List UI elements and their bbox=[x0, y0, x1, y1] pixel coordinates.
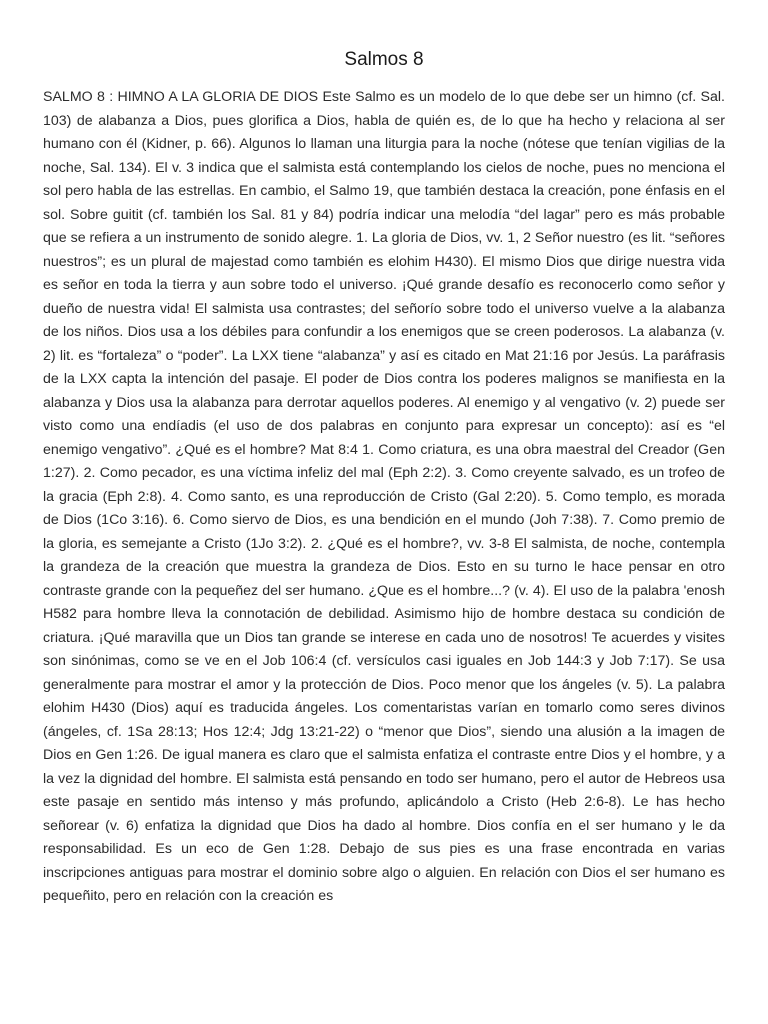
page-title: Salmos 8 bbox=[344, 49, 424, 70]
body-paragraph: SALMO 8 : HIMNO A LA GLORIA DE DIOS Este Salmo es un modelo de lo que debe ser un himno (cf. Sal. 103) de alabanza a Dios, pues glorifica a Dios, habla de quién es, de lo que ha hecho y relaciona al ser humano con él (Kidner, p. 66). Algunos lo llaman una liturgia para la noche (nótese que tenían vigilias de la noche, Sal. 134). El v. 3 indica que el salmista está contemplando los cielos de noche, pues no menciona el sol pero habla de las estrellas. En cambio, el Salmo 19, que también destaca la creación, pone énfasis en el sol. Sobre guitit (cf. también los Sal. 81 y 84) podría indicar una melodía “del lagar” pero es más probable que se refiera a un instrumento de sonido alegre. 1. La gloria de Dios, vv. 1, 2 Señor nuestro (es lit. “señores nuestros”; es un plural de majestad como también es elohim H430). El mismo Dios que dirige nuestra vida es señor en toda la tierra y aun sobre todo el universo. ¡Qué grande desafío es reconocerlo como señor y dueño de nuestra vida! El salmista usa contrastes; del señorío sobre todo el universo vuelve a la alabanza de los niños. Dios usa a los débiles para confundir a los enemigos que se creen poderosos. La alabanza (v. 2) lit. es “fortaleza” o “poder”. La LXX tiene “alabanza” y así es citado en Mat 21:16 por Jesús. La paráfrasis de la LXX capta la intención del pasaje. El poder de Dios contra los poderes malignos se manifiesta en la alabanza y Dios usa la alabanza para derrotar aquellos poderes. Al enemigo y al vengativo (v. 2) puede ser visto como una endíadis (el uso de dos palabras en conjunto para expresar un concepto): así es “el enemigo vengativo”. ¿Qué es el hombre? Mat 8:4 1. Como criatura, es una obra maestral del Creador (Gen 1:27). 2. Como pecador, es una víctima infeliz del mal (Eph 2:2). 3. Como creyente salvado, es un trofeo de la gracia (Eph 2:8). 4. Como santo, es una reproducción de Cristo (Gal 2:20). 5. Como templo, es morada de Dios (1Co 3:16). 6. Como siervo de Dios, es una bendición en el mundo (Joh 7:38). 7. Como premio de la gloria, es semejante a Cristo (1Jo 3:2). 2. ¿Qué es el hombre?, vv. 3-8 El salmista, de noche, contempla la grandeza de la creación que muestra la grandeza de Dios. Esto en su turno le hace pensar en otro contraste grande con la pequeñez del ser humano. ¿Que es el hombre...? (v. 4). El uso de la palabra 'enosh H582 para hombre lleva la connotación de debilidad. Asimismo hijo de hombre destaca su condición de criatura. ¡Qué maravilla que un Dios tan grande se interese en cada uno de nosotros! Te acuerdes y visites son sinónimas, como se ve en el Job 106:4 (cf. versículos casi iguales en Job 144:3 y Job 7:17). Se usa generalmente para mostrar el amor y la protección de Dios. Poco menor que los ángeles (v. 5). La palabra elohim H430 (Dios) aquí es traducida ángeles. Los comentaristas varían en tomarlo como seres divinos (ángeles, cf. 1Sa 28:13; Hos 12:4; Jdg 13:21-22) o “menor que Dios”, siendo una alusión a la imagen de Dios en Gen 1:26. De igual manera es claro que el salmista enfatiza el contraste entre Dios y el hombre, y a la vez la dignidad del hombre. El salmista está pensando en todo ser humano, pero el autor de Hebreos usa este pasaje en sentido más intenso y más profundo, aplicándolo a Cristo (Heb 2:6-8). Le has hecho señorear (v. 6) enfatiza la dignidad que Dios ha dado al hombre. Dios confía en el ser humano y le da responsabilidad. Es un eco de Gen 1:28. Debajo de sus pies es una frase encontrada en varias inscripciones antiguas para mostrar el dominio sobre algo o alguien. En relación con Dios el ser humano es pequeñito, pero en relación con la creación es bbox=[43, 89, 725, 904]
